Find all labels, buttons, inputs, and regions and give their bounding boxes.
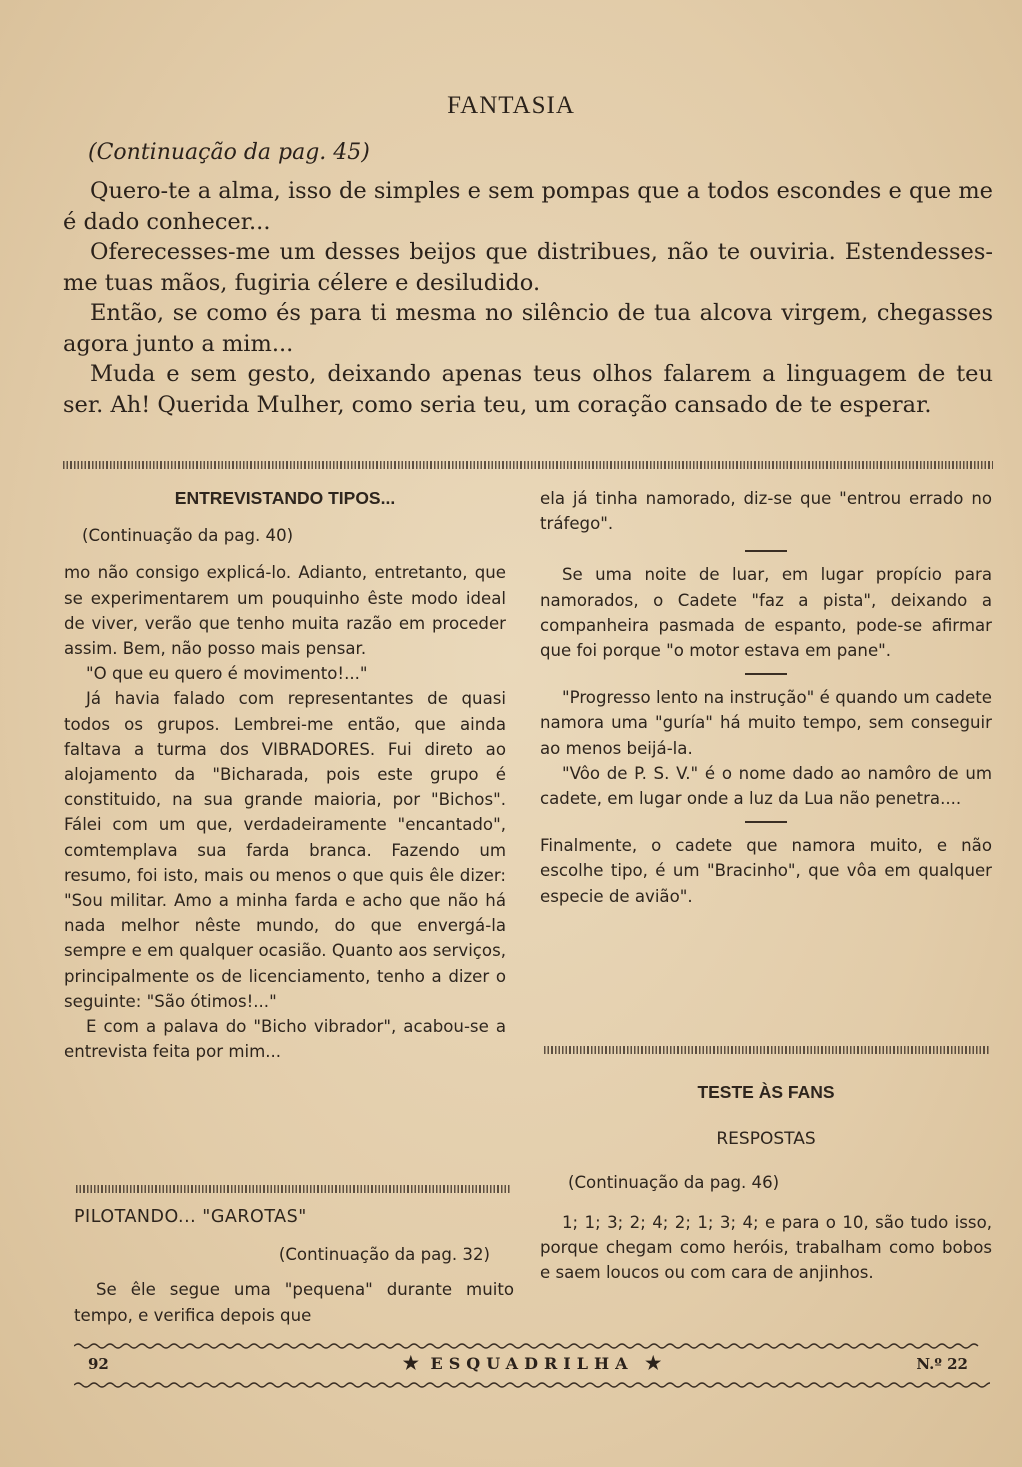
paragraph: Então, se como és para ti mesma no silêncio de tua alcova virgem, chegasses agora junto a mim... — [63, 300, 993, 357]
dotted-divider-top — [63, 461, 993, 469]
magazine-title: ESQUADRILHA — [430, 1354, 634, 1373]
magazine-name — [74, 1353, 990, 1374]
issue-number: N.º 22 — [916, 1355, 968, 1373]
article-title-teste: TESTE ÀS FANS — [697, 1082, 835, 1102]
paragraph: ela já tinha namorado, diz-se que "entrou errado no tráfego". — [540, 489, 992, 534]
paragraph: "Vôo de P. S. V." é o nome dado ao namôro de um cadete, em lugar onde a luz da Lua não penetra.... — [540, 763, 992, 809]
paragraph: Já havia falado com representantes de quasi todos os grupos. Lembrei-me então, que ainda faltava a turma dos VIBRADORES. Fui direto ao alojamento da "Bicharada, pois este grupo é constituido, na sua grande maioria, por "Bichos". Fálei com um que, verdadeiramente "encantado", comtemplava sua farda branca. Fazendo um resumo, foi isto, mais ou menos o que quis êle dizer: "Sou militar. Amo a minha farda e acho que não há nada melhor nêste mundo, do que envergá-la sempre e em qualquer ocasião. Quanto aos serviços, principalmente os de licenciamento, tenho a dizer o seguinte: "São ótimos!..." — [64, 689, 506, 1011]
paragraph: Oferecesses-me um desses beijos que distribues, não te ouviria. Estendesses-me tuas mãos, fugiria célere e desiludido. — [63, 239, 993, 296]
left-column — [64, 486, 506, 1064]
paragraph: Finalmente, o cadete que namora muito, e não escolhe tipo, é um "Bracinho", que vôa em qualquer especie de avião". — [540, 836, 992, 906]
short-divider — [745, 821, 787, 823]
paragraph: Se uma noite de luar, em lugar propício para namorados, o Cadete "faz a pista", deixando a companheira pasmada de espanto, pode-se afirmar que foi porque "o motor estava em pane". — [540, 565, 992, 661]
continuation-note-entrevistando: (Continuação da pag. 40) — [82, 526, 294, 546]
article-title-fantasia: FANTASIA — [447, 92, 575, 119]
paragraph: "Progresso lento na instrução" é quando um cadete namora uma "guría" há muito tempo, sem conseguir ao menos beijá-la. — [540, 688, 992, 758]
continuation-note-fantasia: (Continuação da pag. 45) — [88, 140, 370, 165]
wavy-divider-top — [74, 1342, 990, 1350]
dotted-divider-left — [76, 1185, 510, 1193]
page-number: 92 — [88, 1355, 109, 1373]
continuation-note-pilotando: (Continuação da pag. 32) — [278, 1245, 490, 1265]
star-icon: ★ — [645, 1353, 662, 1374]
article-title-entrevistando: ENTREVISTANDO TIPOS... — [174, 488, 396, 508]
short-divider — [745, 673, 787, 675]
right-column-lower — [540, 1080, 992, 1285]
left-column-lower — [74, 1205, 514, 1328]
paragraph: mo não consigo explicá-lo. Adianto, entretanto, que se experimentarem um pouquinho êste modo ideal de viver, verão que tenho muita razão em proceder assim. Bem, não posso mais pensar. — [64, 563, 506, 659]
right-column — [540, 486, 992, 909]
page-footer — [74, 1353, 990, 1379]
paragraph: Muda e sem gesto, deixando apenas teus olhos falarem a linguagem de teu ser. Ah! Querida Mulher, como seria teu, um coração cansado de te esperar. — [63, 361, 993, 418]
paragraph: "O que eu quero é movimento!..." — [86, 664, 368, 684]
subtitle-respostas: RESPOSTAS — [716, 1129, 816, 1150]
continuation-note-teste: (Continuação da pag. 46) — [568, 1173, 780, 1193]
paragraph: Se êle segue uma "pequena" durante muito tempo, e verifica depois que — [74, 1280, 514, 1325]
paragraph: 1; 1; 3; 2; 4; 2; 1; 3; 4; e para o 10, são tudo isso, porque chegam como heróis, trabalham como bobos e saem loucos ou com cara de anjinhos. — [540, 1212, 992, 1283]
article-body-fantasia — [63, 176, 993, 420]
paragraph: E com a palava do "Bicho vibrador", acabou-se a entrevista feita por mim... — [64, 1017, 506, 1062]
dotted-divider-right — [544, 1046, 990, 1054]
wavy-divider-bottom — [74, 1381, 990, 1389]
star-icon: ★ — [402, 1353, 419, 1374]
paragraph: Quero-te a alma, isso de simples e sem pompas que a todos escondes e que me é dado conhecer... — [63, 178, 993, 235]
short-divider — [745, 550, 787, 552]
article-title-pilotando: PILOTANDO... "GAROTAS" — [74, 1207, 307, 1227]
